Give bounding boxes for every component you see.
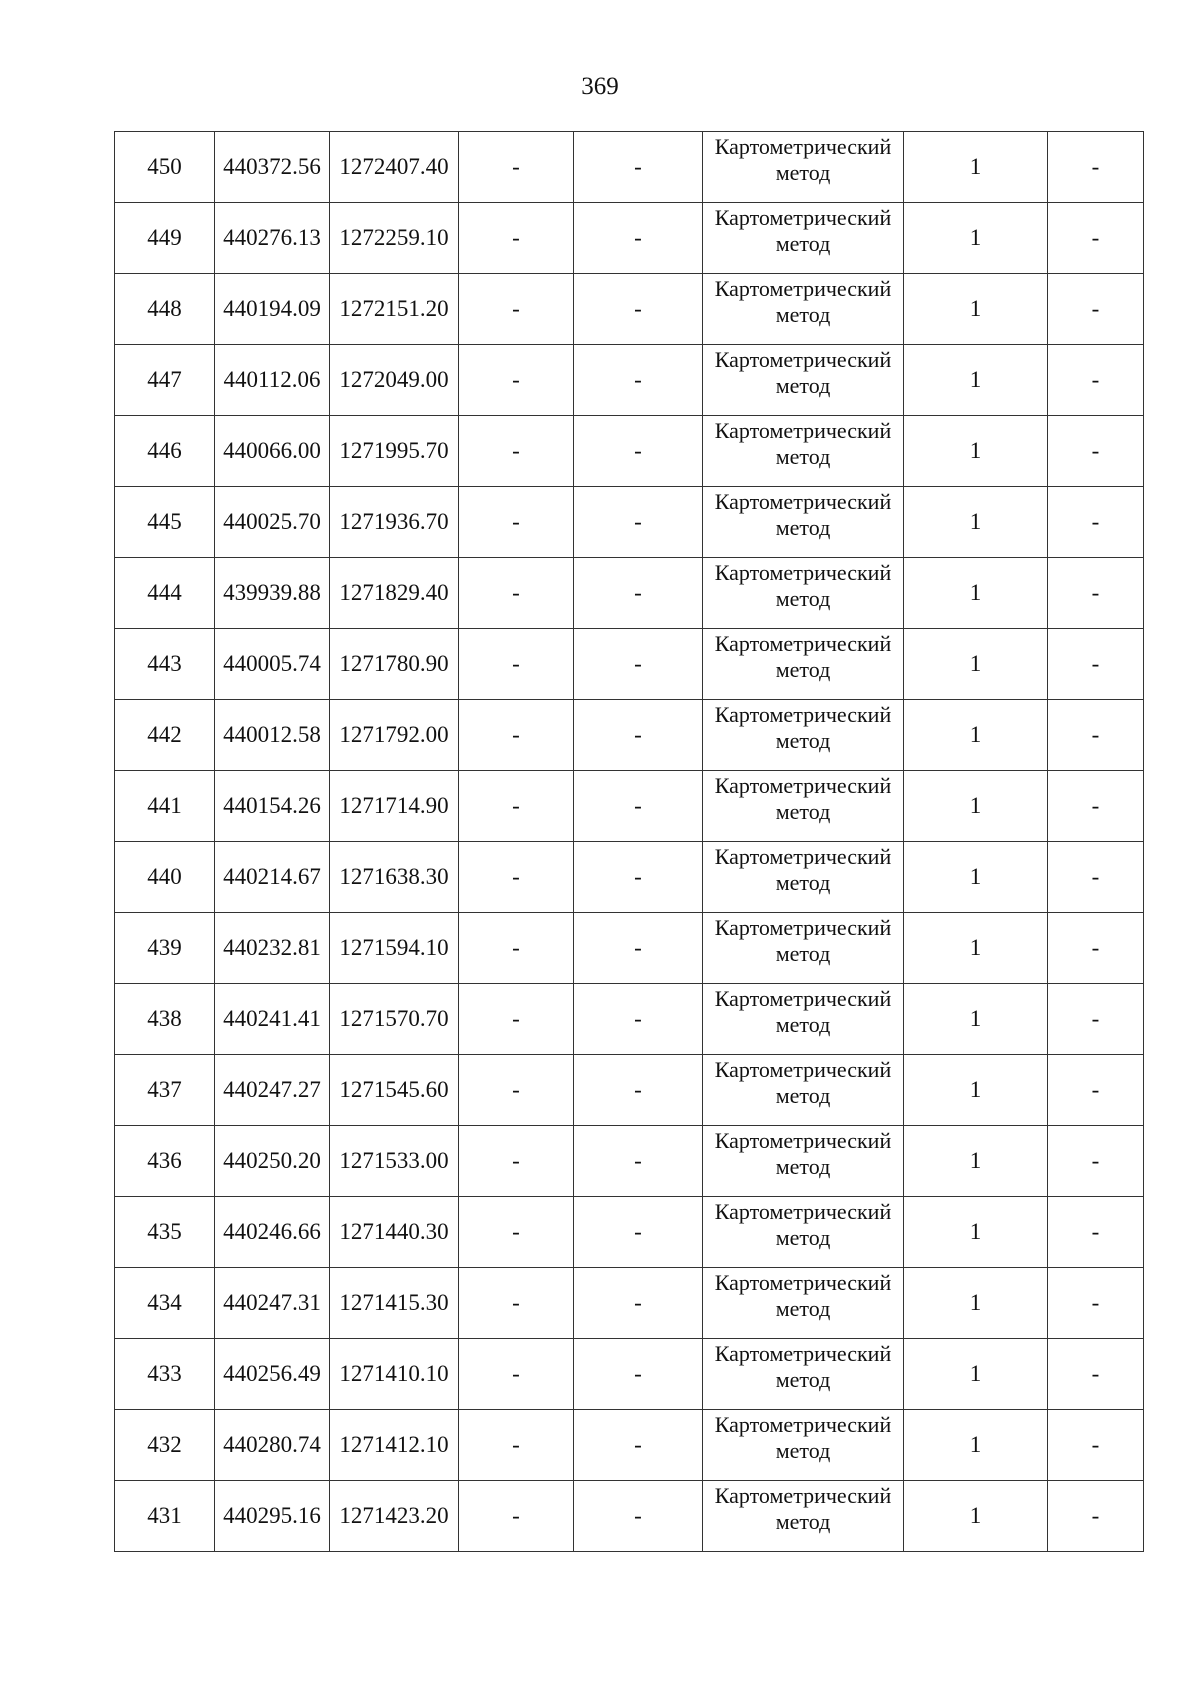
empty-value-cell: -	[1048, 203, 1144, 274]
method-cell	[703, 345, 904, 416]
empty-value-cell: -	[459, 345, 574, 416]
table-row	[115, 1126, 1144, 1197]
y-coordinate-cell: 1272259.10	[330, 203, 459, 274]
method-cell	[703, 416, 904, 487]
method-line-1: Картометрический	[714, 347, 892, 372]
method-line-1: Картометрический	[714, 205, 892, 230]
method-line-1: Картометрический	[714, 276, 892, 301]
point-number-cell: 434	[115, 1268, 215, 1339]
method-cell	[703, 203, 904, 274]
empty-value-cell: -	[1048, 1197, 1144, 1268]
empty-value-cell: -	[574, 487, 703, 558]
method-line-2: метод	[775, 870, 831, 895]
empty-value-cell: -	[459, 913, 574, 984]
empty-value-cell: -	[574, 1410, 703, 1481]
empty-value-cell: -	[1048, 771, 1144, 842]
method-line-1: Картометрический	[714, 1483, 892, 1508]
y-coordinate-cell: 1271533.00	[330, 1126, 459, 1197]
empty-value-cell: -	[459, 1339, 574, 1410]
empty-value-cell: -	[459, 416, 574, 487]
method-line-1: Картометрический	[714, 631, 892, 656]
y-coordinate-cell: 1271714.90	[330, 771, 459, 842]
method-line-2: метод	[775, 657, 831, 682]
method-line-1: Картометрический	[714, 986, 892, 1011]
method-cell	[703, 629, 904, 700]
method-line-1: Картометрический	[714, 702, 892, 727]
table-row	[115, 203, 1144, 274]
method-line-2: метод	[775, 941, 831, 966]
empty-value-cell: -	[1048, 700, 1144, 771]
table-row	[115, 984, 1144, 1055]
y-coordinate-cell: 1271780.90	[330, 629, 459, 700]
y-coordinate-cell: 1271995.70	[330, 416, 459, 487]
table-row	[115, 487, 1144, 558]
y-coordinate-cell: 1271792.00	[330, 700, 459, 771]
empty-value-cell: -	[1048, 345, 1144, 416]
accuracy-cell: 1	[904, 1339, 1048, 1410]
y-coordinate-cell: 1271440.30	[330, 1197, 459, 1268]
empty-value-cell: -	[574, 842, 703, 913]
y-coordinate-cell: 1271638.30	[330, 842, 459, 913]
accuracy-cell: 1	[904, 416, 1048, 487]
empty-value-cell: -	[459, 132, 574, 203]
table-row	[115, 1268, 1144, 1339]
method-cell	[703, 913, 904, 984]
y-coordinate-cell: 1271410.10	[330, 1339, 459, 1410]
method-cell	[703, 487, 904, 558]
table-row	[115, 1339, 1144, 1410]
empty-value-cell: -	[459, 1126, 574, 1197]
method-line-1: Картометрический	[714, 560, 892, 585]
accuracy-cell: 1	[904, 629, 1048, 700]
point-number-cell: 443	[115, 629, 215, 700]
y-coordinate-cell: 1272151.20	[330, 274, 459, 345]
empty-value-cell: -	[574, 771, 703, 842]
x-coordinate-cell: 440241.41	[215, 984, 330, 1055]
method-line-1: Картометрический	[714, 773, 892, 798]
method-line-2: метод	[775, 160, 831, 185]
y-coordinate-cell: 1271415.30	[330, 1268, 459, 1339]
accuracy-cell: 1	[904, 771, 1048, 842]
point-number-cell: 440	[115, 842, 215, 913]
empty-value-cell: -	[1048, 1268, 1144, 1339]
accuracy-cell: 1	[904, 558, 1048, 629]
empty-value-cell: -	[459, 984, 574, 1055]
empty-value-cell: -	[1048, 913, 1144, 984]
accuracy-cell: 1	[904, 913, 1048, 984]
method-line-1: Картометрический	[714, 1128, 892, 1153]
method-cell	[703, 842, 904, 913]
table-row	[115, 771, 1144, 842]
empty-value-cell: -	[459, 700, 574, 771]
x-coordinate-cell: 440005.74	[215, 629, 330, 700]
method-line-1: Картометрический	[714, 418, 892, 443]
method-line-2: метод	[775, 515, 831, 540]
accuracy-cell: 1	[904, 700, 1048, 771]
method-line-2: метод	[775, 799, 831, 824]
accuracy-cell: 1	[904, 1481, 1048, 1552]
y-coordinate-cell: 1271570.70	[330, 984, 459, 1055]
method-line-2: метод	[775, 586, 831, 611]
empty-value-cell: -	[1048, 1126, 1144, 1197]
empty-value-cell: -	[574, 1268, 703, 1339]
table-row	[115, 842, 1144, 913]
empty-value-cell: -	[459, 771, 574, 842]
empty-value-cell: -	[574, 345, 703, 416]
table-row	[115, 629, 1144, 700]
point-number-cell: 433	[115, 1339, 215, 1410]
empty-value-cell: -	[1048, 1055, 1144, 1126]
table-row	[115, 1055, 1144, 1126]
empty-value-cell: -	[574, 132, 703, 203]
method-line-2: метод	[775, 1438, 831, 1463]
x-coordinate-cell: 439939.88	[215, 558, 330, 629]
method-cell	[703, 1268, 904, 1339]
x-coordinate-cell: 440247.31	[215, 1268, 330, 1339]
point-number-cell: 449	[115, 203, 215, 274]
accuracy-cell: 1	[904, 984, 1048, 1055]
empty-value-cell: -	[459, 1055, 574, 1126]
method-line-2: метод	[775, 1367, 831, 1392]
x-coordinate-cell: 440295.16	[215, 1481, 330, 1552]
y-coordinate-cell: 1271936.70	[330, 487, 459, 558]
y-coordinate-cell: 1271594.10	[330, 913, 459, 984]
empty-value-cell: -	[1048, 558, 1144, 629]
point-number-cell: 445	[115, 487, 215, 558]
empty-value-cell: -	[574, 416, 703, 487]
accuracy-cell: 1	[904, 1126, 1048, 1197]
point-number-cell: 437	[115, 1055, 215, 1126]
empty-value-cell: -	[1048, 1481, 1144, 1552]
method-cell	[703, 1339, 904, 1410]
empty-value-cell: -	[574, 274, 703, 345]
method-cell	[703, 274, 904, 345]
point-number-cell: 435	[115, 1197, 215, 1268]
method-line-1: Картометрический	[714, 1199, 892, 1224]
empty-value-cell: -	[1048, 487, 1144, 558]
method-line-2: метод	[775, 1296, 831, 1321]
accuracy-cell: 1	[904, 1410, 1048, 1481]
empty-value-cell: -	[574, 1481, 703, 1552]
method-line-2: метод	[775, 1012, 831, 1037]
method-cell	[703, 1126, 904, 1197]
method-cell	[703, 1197, 904, 1268]
empty-value-cell: -	[1048, 842, 1144, 913]
accuracy-cell: 1	[904, 1055, 1048, 1126]
accuracy-cell: 1	[904, 345, 1048, 416]
method-cell	[703, 771, 904, 842]
x-coordinate-cell: 440372.56	[215, 132, 330, 203]
method-line-1: Картометрический	[714, 134, 892, 159]
empty-value-cell: -	[1048, 1339, 1144, 1410]
x-coordinate-cell: 440025.70	[215, 487, 330, 558]
empty-value-cell: -	[574, 984, 703, 1055]
x-coordinate-cell: 440154.26	[215, 771, 330, 842]
table-body	[115, 132, 1144, 1552]
method-line-2: метод	[775, 1154, 831, 1179]
method-line-2: метод	[775, 231, 831, 256]
x-coordinate-cell: 440012.58	[215, 700, 330, 771]
x-coordinate-cell: 440194.09	[215, 274, 330, 345]
point-number-cell: 438	[115, 984, 215, 1055]
empty-value-cell: -	[574, 700, 703, 771]
x-coordinate-cell: 440276.13	[215, 203, 330, 274]
table-row	[115, 416, 1144, 487]
x-coordinate-cell: 440066.00	[215, 416, 330, 487]
table-row	[115, 700, 1144, 771]
point-number-cell: 431	[115, 1481, 215, 1552]
method-line-2: метод	[775, 1083, 831, 1108]
y-coordinate-cell: 1272049.00	[330, 345, 459, 416]
method-line-1: Картометрический	[714, 489, 892, 514]
method-line-2: метод	[775, 373, 831, 398]
empty-value-cell: -	[1048, 629, 1144, 700]
empty-value-cell: -	[459, 203, 574, 274]
method-cell	[703, 1410, 904, 1481]
x-coordinate-cell: 440214.67	[215, 842, 330, 913]
table-row	[115, 1410, 1144, 1481]
empty-value-cell: -	[1048, 132, 1144, 203]
empty-value-cell: -	[459, 1410, 574, 1481]
accuracy-cell: 1	[904, 487, 1048, 558]
method-line-2: метод	[775, 728, 831, 753]
empty-value-cell: -	[459, 1268, 574, 1339]
point-number-cell: 450	[115, 132, 215, 203]
point-number-cell: 441	[115, 771, 215, 842]
accuracy-cell: 1	[904, 274, 1048, 345]
empty-value-cell: -	[1048, 984, 1144, 1055]
table-row	[115, 1197, 1144, 1268]
x-coordinate-cell: 440112.06	[215, 345, 330, 416]
method-cell	[703, 1481, 904, 1552]
empty-value-cell: -	[459, 487, 574, 558]
method-line-1: Картометрический	[714, 915, 892, 940]
point-number-cell: 442	[115, 700, 215, 771]
empty-value-cell: -	[574, 913, 703, 984]
empty-value-cell: -	[574, 1126, 703, 1197]
empty-value-cell: -	[574, 1055, 703, 1126]
y-coordinate-cell: 1271412.10	[330, 1410, 459, 1481]
accuracy-cell: 1	[904, 132, 1048, 203]
y-coordinate-cell: 1271829.40	[330, 558, 459, 629]
method-line-1: Картометрический	[714, 1412, 892, 1437]
x-coordinate-cell: 440250.20	[215, 1126, 330, 1197]
accuracy-cell: 1	[904, 842, 1048, 913]
point-number-cell: 446	[115, 416, 215, 487]
method-cell	[703, 700, 904, 771]
table-row	[115, 558, 1144, 629]
table-row	[115, 913, 1144, 984]
method-line-1: Картометрический	[714, 844, 892, 869]
empty-value-cell: -	[574, 1339, 703, 1410]
empty-value-cell: -	[1048, 416, 1144, 487]
empty-value-cell: -	[459, 274, 574, 345]
table-row	[115, 132, 1144, 203]
empty-value-cell: -	[459, 629, 574, 700]
empty-value-cell: -	[459, 1197, 574, 1268]
accuracy-cell: 1	[904, 1268, 1048, 1339]
method-line-2: метод	[775, 444, 831, 469]
x-coordinate-cell: 440232.81	[215, 913, 330, 984]
method-line-2: метод	[775, 1225, 831, 1250]
method-cell	[703, 984, 904, 1055]
table-row	[115, 345, 1144, 416]
method-line-2: метод	[775, 1509, 831, 1534]
empty-value-cell: -	[459, 1481, 574, 1552]
method-cell	[703, 558, 904, 629]
x-coordinate-cell: 440256.49	[215, 1339, 330, 1410]
point-number-cell: 432	[115, 1410, 215, 1481]
method-cell	[703, 1055, 904, 1126]
table-row	[115, 1481, 1144, 1552]
method-cell	[703, 132, 904, 203]
y-coordinate-cell: 1271423.20	[330, 1481, 459, 1552]
y-coordinate-cell: 1272407.40	[330, 132, 459, 203]
x-coordinate-cell: 440247.27	[215, 1055, 330, 1126]
x-coordinate-cell: 440246.66	[215, 1197, 330, 1268]
accuracy-cell: 1	[904, 203, 1048, 274]
empty-value-cell: -	[1048, 1410, 1144, 1481]
method-line-1: Картометрический	[714, 1341, 892, 1366]
point-number-cell: 444	[115, 558, 215, 629]
method-line-1: Картометрический	[714, 1270, 892, 1295]
empty-value-cell: -	[574, 203, 703, 274]
x-coordinate-cell: 440280.74	[215, 1410, 330, 1481]
empty-value-cell: -	[574, 1197, 703, 1268]
coordinates-table	[114, 131, 1144, 1552]
method-line-1: Картометрический	[714, 1057, 892, 1082]
method-line-2: метод	[775, 302, 831, 327]
point-number-cell: 436	[115, 1126, 215, 1197]
empty-value-cell: -	[459, 558, 574, 629]
point-number-cell: 439	[115, 913, 215, 984]
point-number-cell: 447	[115, 345, 215, 416]
point-number-cell: 448	[115, 274, 215, 345]
page-number: 369	[581, 73, 619, 100]
empty-value-cell: -	[459, 842, 574, 913]
accuracy-cell: 1	[904, 1197, 1048, 1268]
empty-value-cell: -	[574, 629, 703, 700]
empty-value-cell: -	[574, 558, 703, 629]
y-coordinate-cell: 1271545.60	[330, 1055, 459, 1126]
table-row	[115, 274, 1144, 345]
empty-value-cell: -	[1048, 274, 1144, 345]
